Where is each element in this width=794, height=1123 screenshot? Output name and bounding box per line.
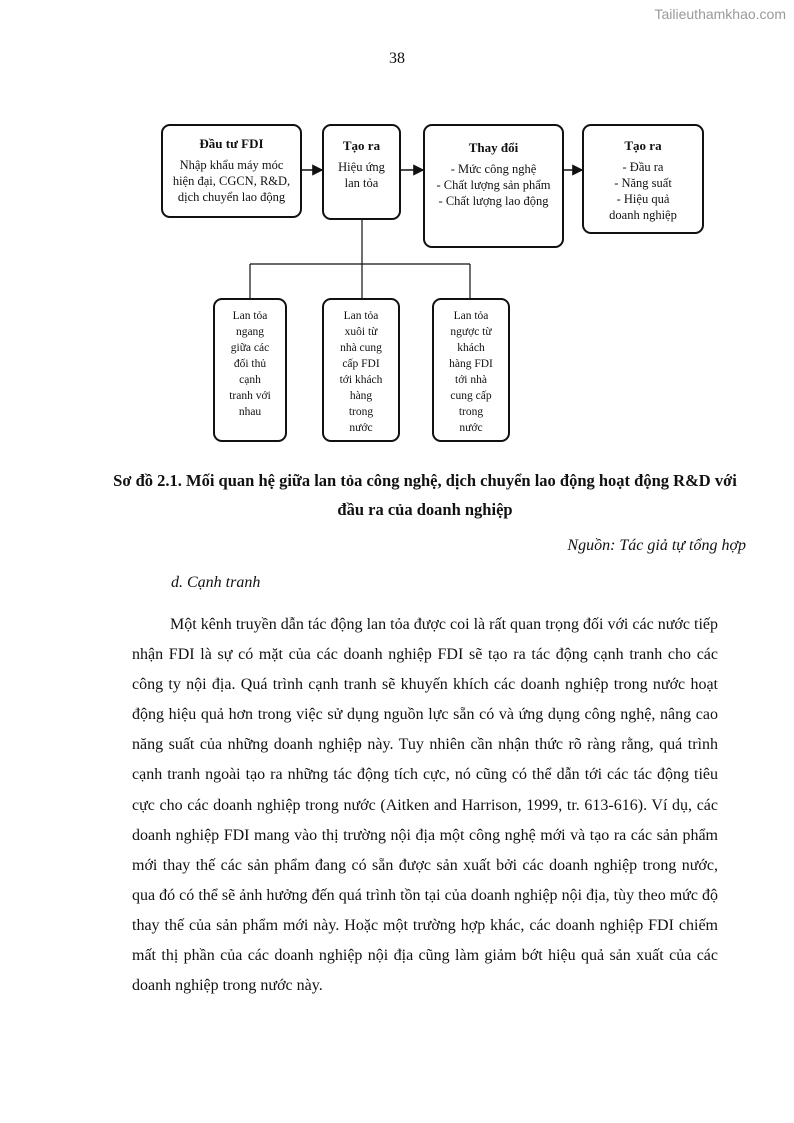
box-horizontal-spillover: Lan tỏa ngang giữa các đối thủ cạnh tranh với nhau (213, 298, 287, 442)
page-number: 38 (389, 50, 405, 67)
section-subheading: d. Cạnh tranh (171, 574, 261, 591)
figure-source: Nguồn: Tác giả tự tổng hợp (567, 537, 746, 554)
box-body: Nhập khẩu máy móc hiện đại, CGCN, R&D, dịch chuyển lao động (172, 158, 291, 204)
box-title: Tạo ra (342, 138, 381, 153)
figure-caption: Sơ đồ 2.1. Mối quan hệ giữa lan tỏa công nghệ, dịch chuyển lao động hoạt động R&D với đầu ra của doanh nghiệp (113, 471, 737, 519)
box-change (423, 124, 564, 248)
box-title: Đầu tư FDI (199, 136, 264, 151)
box-create-output (582, 124, 704, 234)
box-create-spillover (322, 124, 401, 220)
box-backward-spillover: Lan tỏa ngược từ khách hàng FDI tới nhà cung cấp trong nước (432, 298, 510, 442)
box-body: Hiệu ứng lan tỏa (338, 160, 385, 190)
box-body: - Mức công nghệ - Chất lượng sản phẩm - Chất lượng lao động (436, 162, 551, 208)
watermark: Tailieuthamkhao.com (654, 6, 786, 22)
box-forward-spillover: Lan tỏa xuôi từ nhà cung cấp FDI tới khách hàng trong nước (322, 298, 400, 442)
box-title: Tạo ra (624, 138, 662, 153)
box-title: Thay đổi (468, 140, 519, 155)
box-body: - Đầu ra - Năng suất - Hiệu quả doanh nghiệp (609, 160, 677, 222)
body-paragraph: Một kênh truyền dẫn tác động lan tỏa được coi là rất quan trọng đối với các nước tiếp nhận FDI là sự có mặt của các doanh nghiệp FDI sẽ tạo ra tác động cạnh tranh cho các công ty nội địa. Quá trình cạnh tranh sẽ khuyến khích các doanh nghiệp trong nước hoạt động hiệu quả hơn trong việc sử dụng nguồn lực sẵn có và ứng dụng công nghệ, nâng cao năng suất của những doanh nghiệp này. Tuy nhiên cần nhận thức rõ ràng rằng, quá trình cạnh tranh ngoài tạo ra những tác động tích cực, nó cũng có thể dẫn tới các tác động tiêu cực cho các doanh nghiệp trong nước (Aitken and Harrison, 1999, tr. 613-616). Ví dụ, các doanh nghiệp FDI mang vào thị trường nội địa một công nghệ mới và tạo ra các sản phẩm mới thay thế các sản phẩm đang có sẵn được sản xuất bởi các doanh nghiệp trong nước, qua đó có thể sẽ ảnh hưởng đến quá trình tồn tại của doanh nghiệp nội địa, tùy theo mức độ thay thế của sản phẩm mới này. Hoặc một trường hợp khác, các doanh nghiệp FDI chiếm mất thị phần của các doanh nghiệp nội địa cũng làm giảm bớt hiệu quả sản xuất của các doanh nghiệp trong nước này. (132, 616, 718, 995)
box-fdi-investment (161, 124, 302, 218)
